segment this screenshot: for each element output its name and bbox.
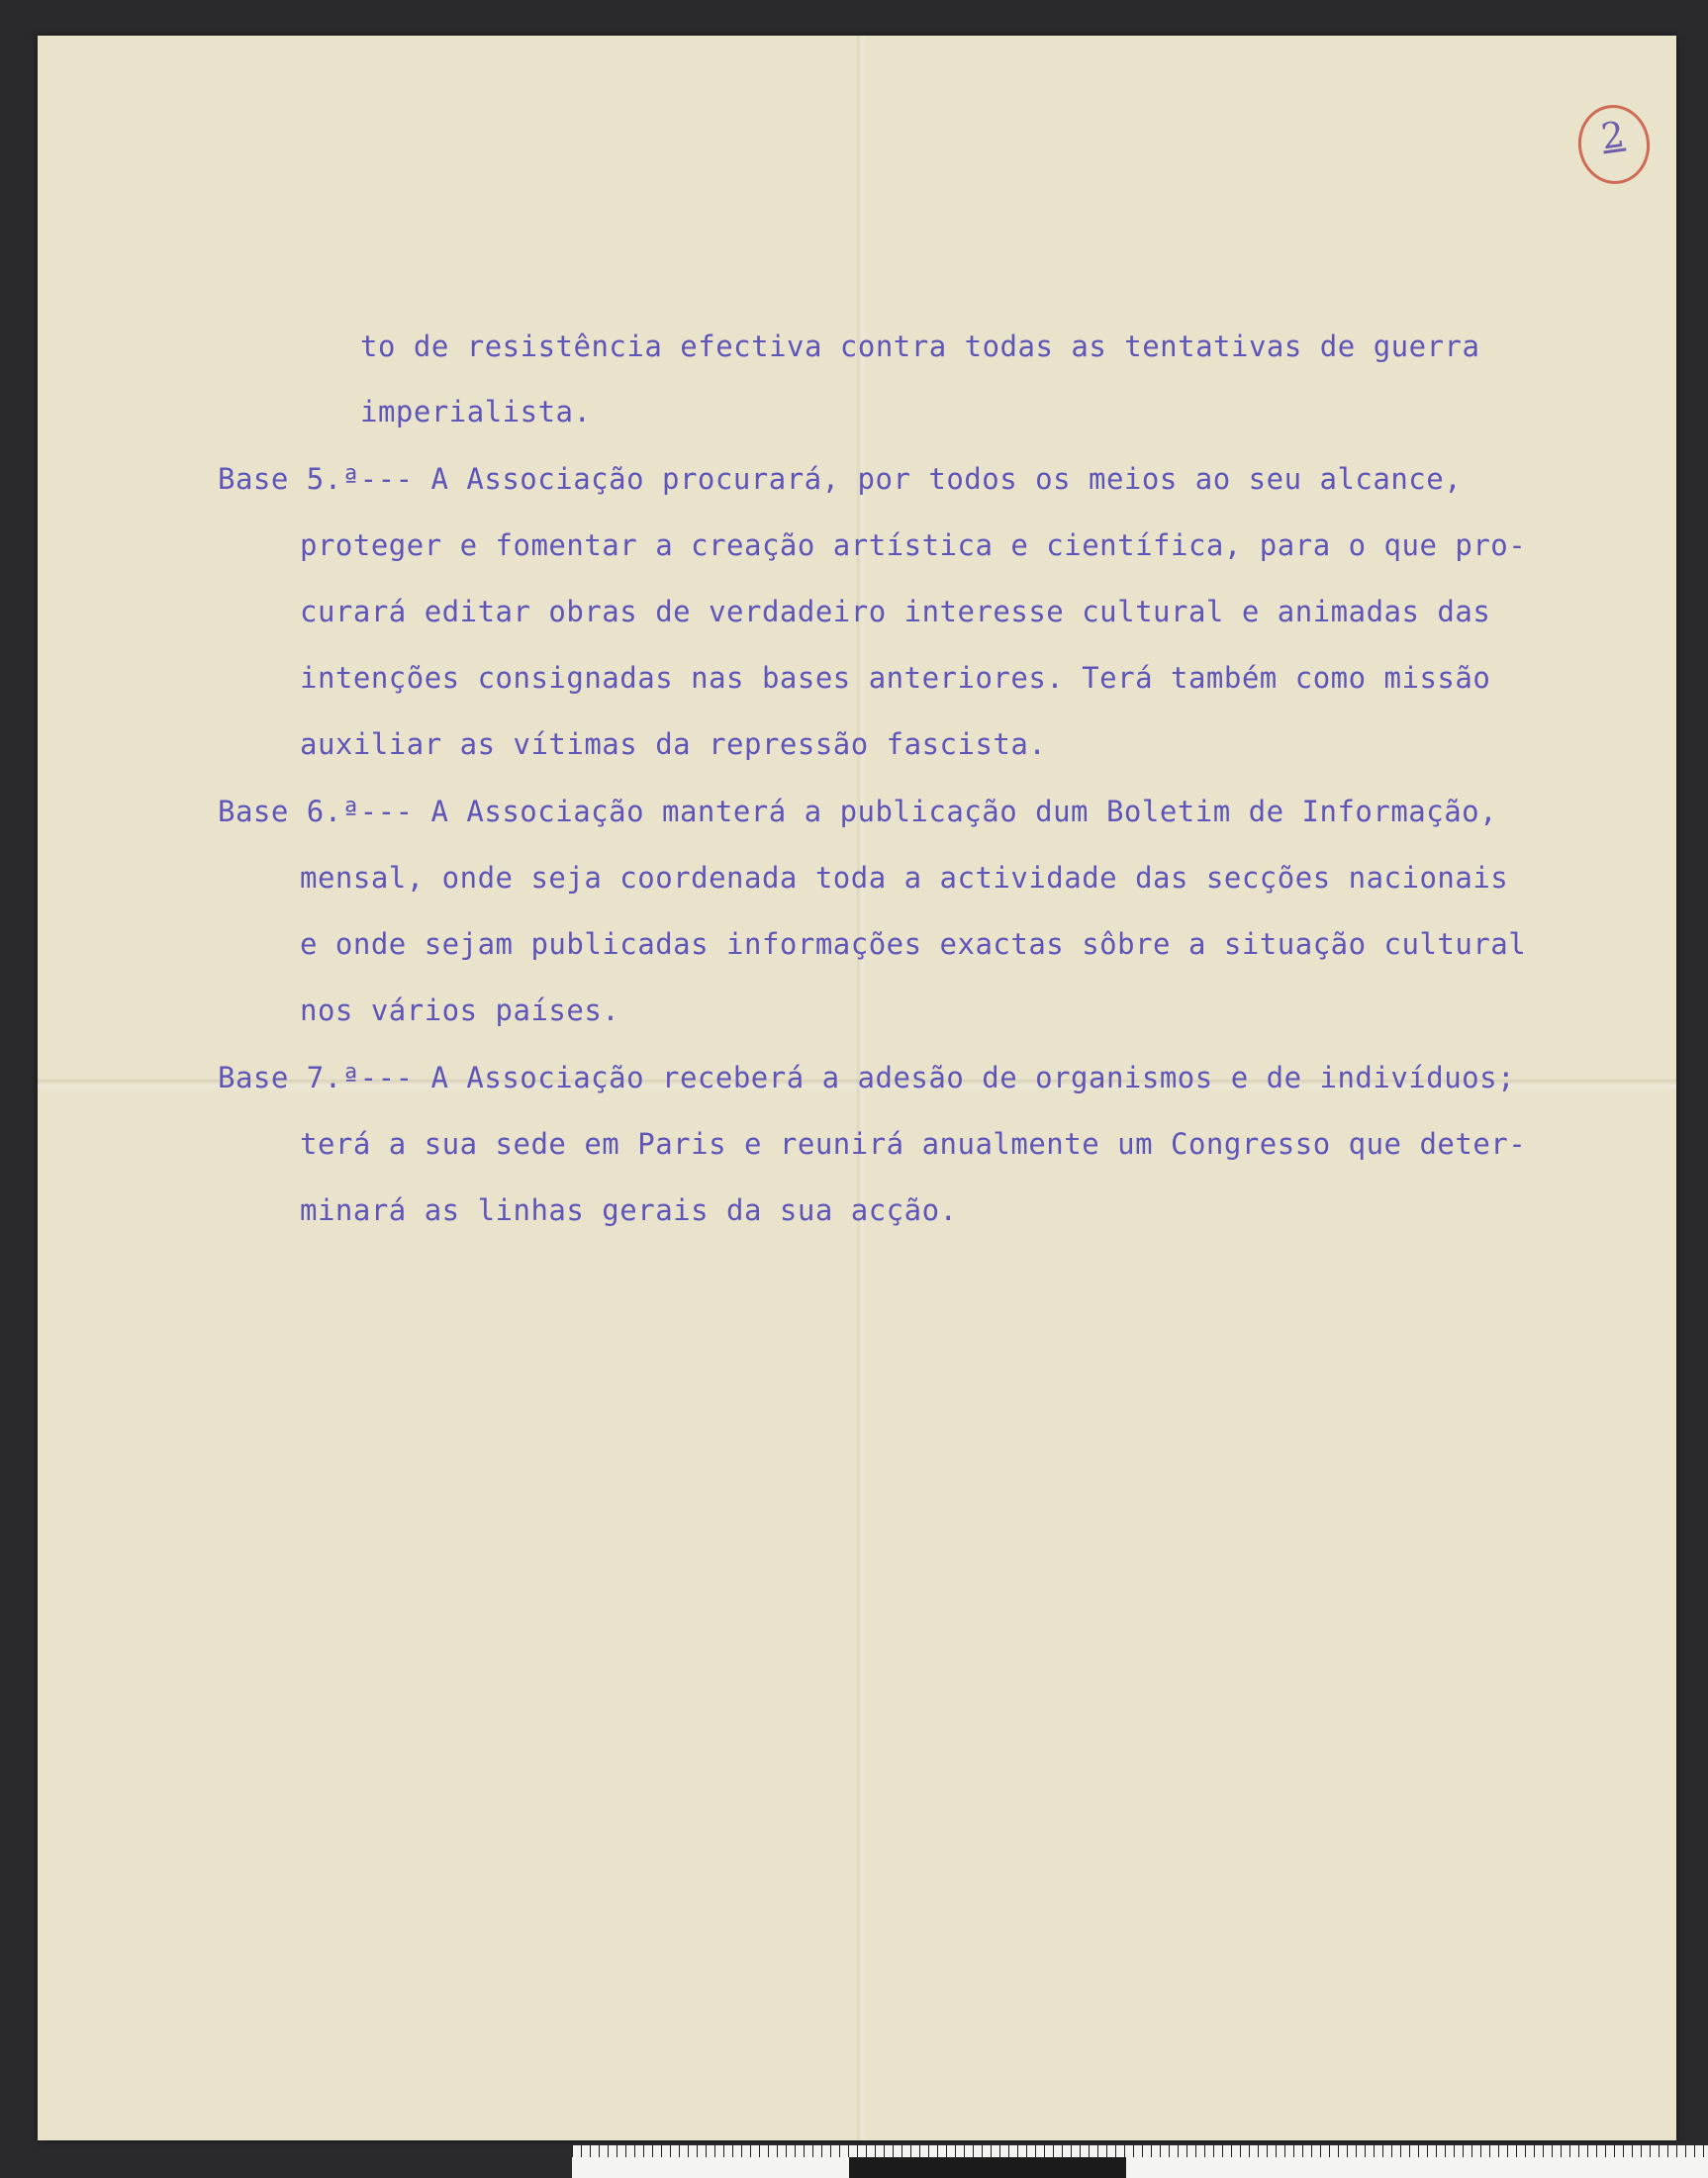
text-line: Base 6.ª--- A Associação manterá a publicação dum Boletim de Informação,	[218, 795, 1498, 828]
text-line: e onde sejam publicadas informações exactas sôbre a situação cultural	[300, 927, 1527, 961]
text-line: mensal, onde seja coordenada toda a actividade das secções nacionais	[300, 861, 1509, 895]
text-line: proteger e fomentar a creação artística e científica, para o que pro-	[300, 528, 1527, 562]
text-line: curará editar obras de verdadeiro interesse cultural e animadas das	[300, 595, 1491, 628]
page-number: 2	[1598, 114, 1628, 158]
text-line: terá a sua sede em Paris e reunirá anualmente um Congresso que deter-	[300, 1127, 1527, 1161]
text-line: Base 7.ª--- A Associação receberá a adesão de organismos e de indivíduos;	[218, 1061, 1516, 1094]
text-line: nos vários países.	[300, 994, 620, 1027]
ruler-dark-segment	[849, 2157, 1126, 2178]
document-page	[38, 36, 1676, 2140]
text-line: Base 5.ª--- A Associação procurará, por todos os meios ao seu alcance,	[218, 462, 1463, 496]
text-line: minará as linhas gerais da sua acção.	[300, 1193, 958, 1227]
text-line: imperialista.	[360, 395, 592, 428]
text-line: auxiliar as vítimas da repressão fascista.	[300, 727, 1047, 761]
page-number-stamp	[1573, 100, 1655, 188]
text-line: to de resistência efectiva contra todas as tentativas de guerra	[360, 330, 1480, 363]
text-line: intenções consignadas nas bases anteriores. Terá também como missão	[300, 661, 1491, 695]
scale-ruler	[572, 2145, 1708, 2178]
